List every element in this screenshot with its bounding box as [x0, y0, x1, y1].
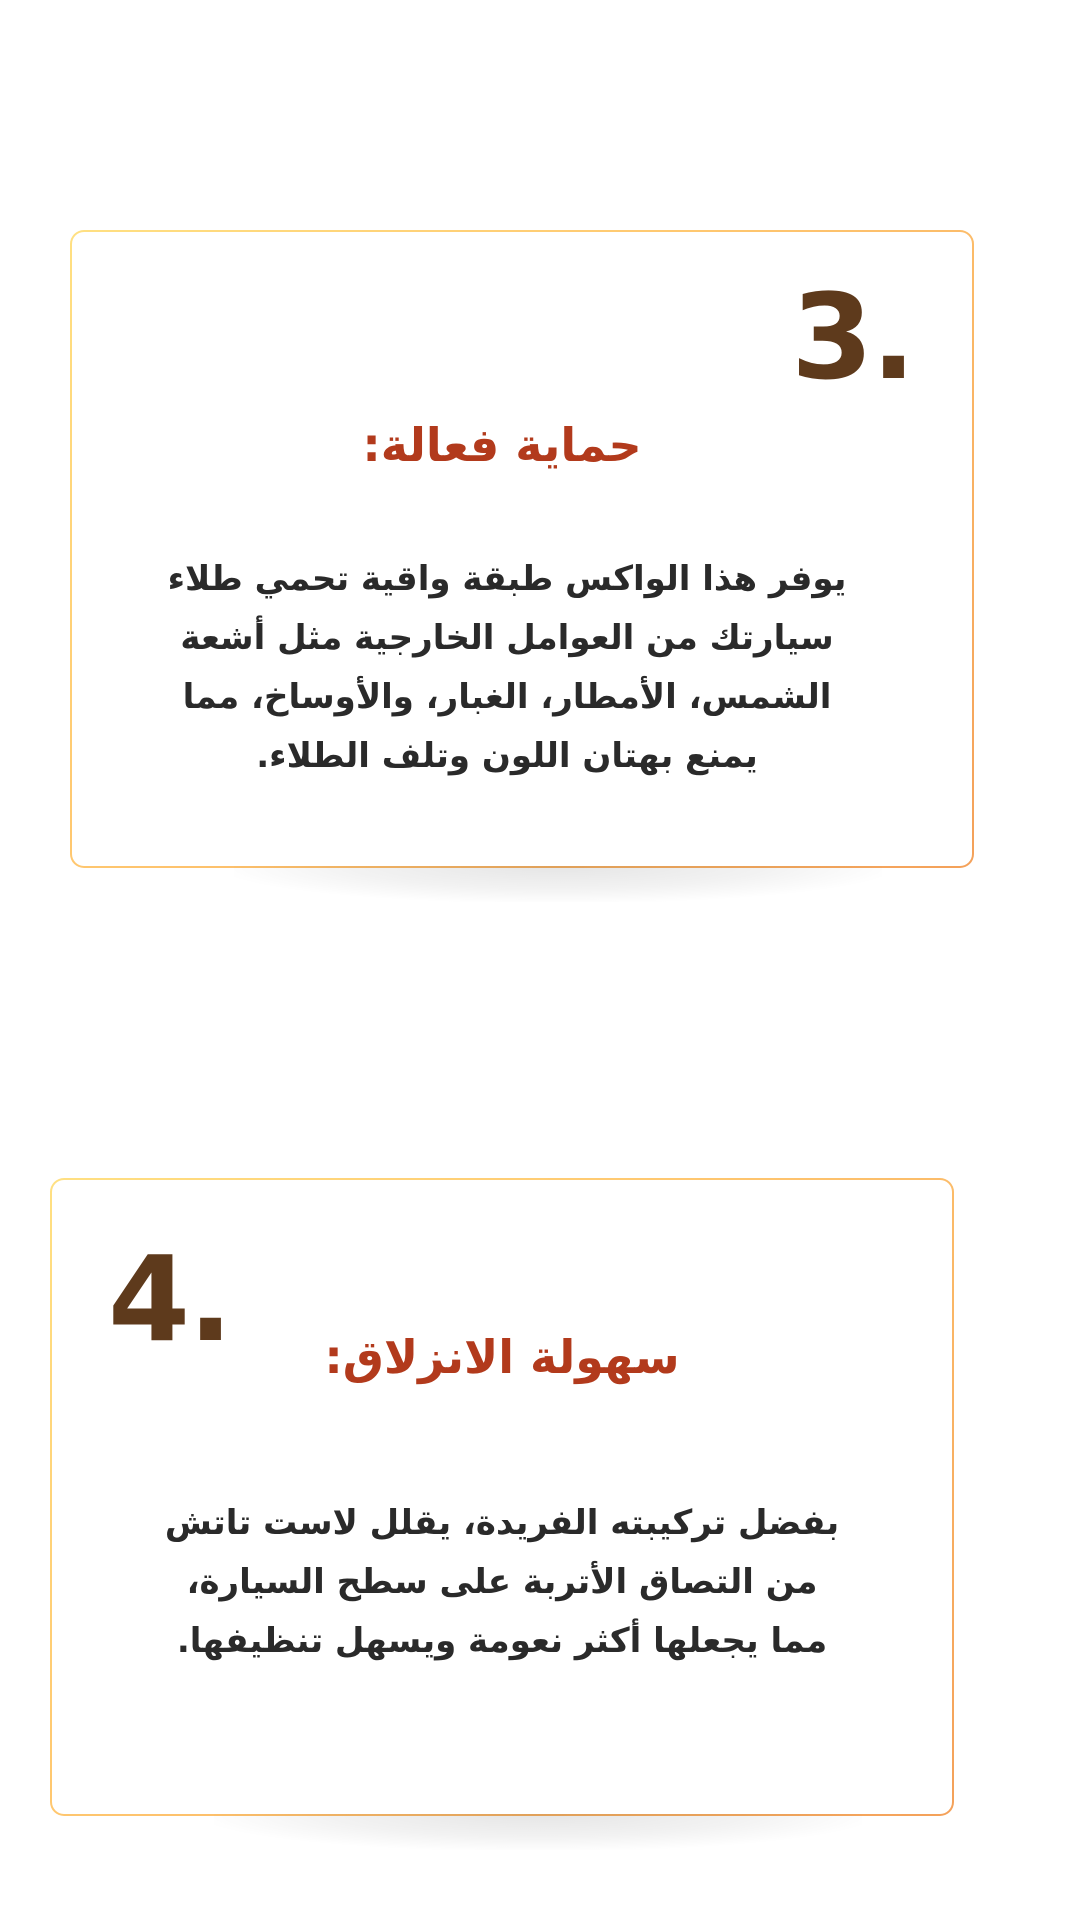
feature-card-4 — [50, 1178, 954, 1816]
feature-number: 3. — [791, 268, 914, 406]
feature-number: 4. — [108, 1230, 231, 1368]
feature-card-3 — [70, 230, 974, 868]
card-shadow — [234, 866, 882, 902]
feature-title: حماية فعالة: — [362, 418, 642, 472]
card-shadow — [214, 1814, 862, 1850]
feature-description: بفضل تركيبته الفريدة، يقلل لاست تاتش من التصاق الأتربة على سطح السيارة، مما يجعلها أكثر نعومة ويسهل تنظيفها. — [164, 1503, 840, 1661]
feature-description: يوفر هذا الواكس طبقة واقية تحمي طلاء سيارتك من العوامل الخارجية مثل أشعة الشمس، الأمطار، الغبار، والأوساخ، مما يمنع بهتان اللون وتلف الطلاء. — [167, 559, 847, 776]
feature-title: سهولة الانزلاق: — [324, 1330, 680, 1384]
